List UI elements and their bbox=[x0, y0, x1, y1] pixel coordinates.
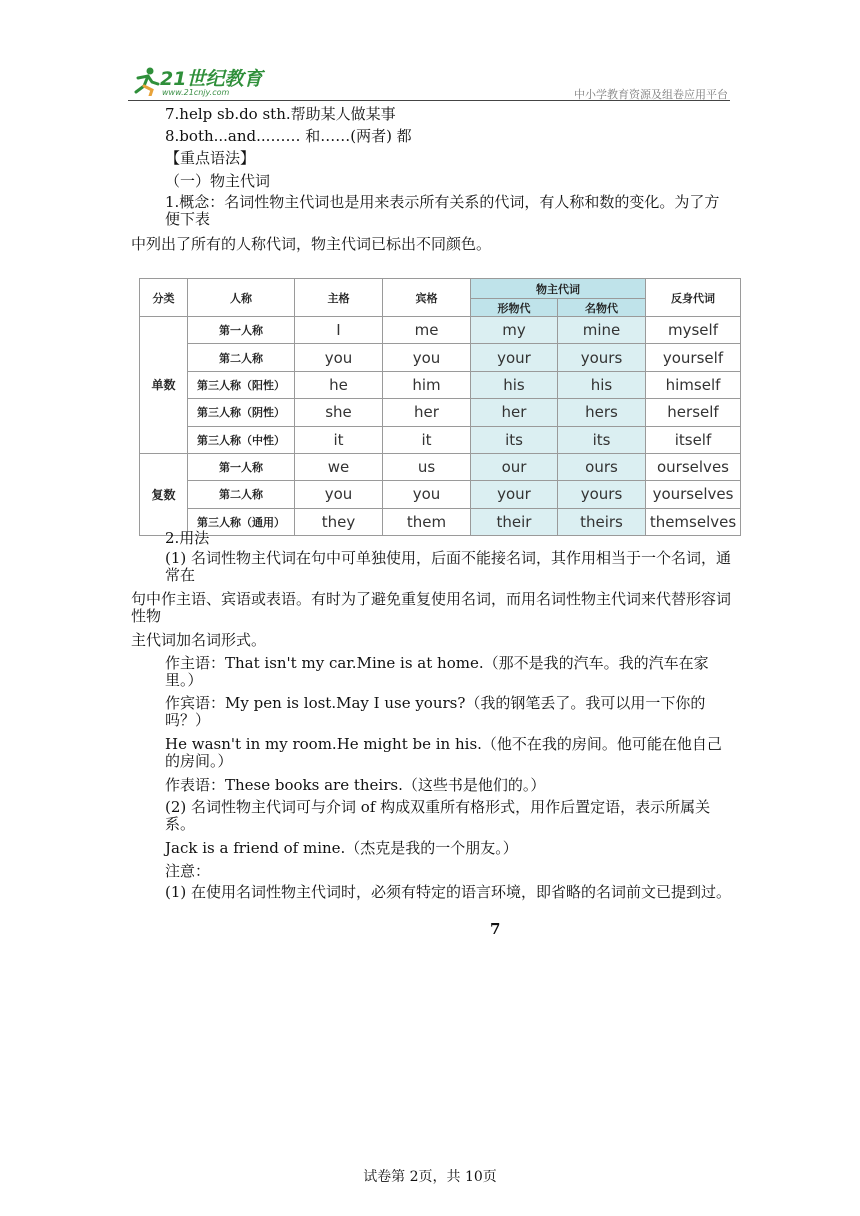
section-heading: 【重点语法】 bbox=[165, 149, 256, 167]
subsection-heading: 2.用法 bbox=[165, 529, 210, 547]
header-possessive: 物主代词 bbox=[471, 279, 646, 299]
object-cell: us bbox=[383, 453, 471, 480]
paragraph: (2) 名词性物主代词可与介词 of 构成双重所有格形式，用作后置定语，表示所属关系。 bbox=[165, 798, 711, 833]
person-cell: 第二人称 bbox=[188, 481, 295, 508]
table-row bbox=[140, 453, 741, 480]
noun-cell: mine bbox=[558, 317, 646, 344]
singular-label: 单数 bbox=[140, 317, 188, 454]
example-line: 作表语：These books are theirs.（这些书是他们的。） bbox=[165, 776, 546, 794]
note-heading: 注意： bbox=[165, 862, 211, 880]
table-row bbox=[140, 508, 741, 535]
table-row bbox=[140, 481, 741, 508]
subject-cell: you bbox=[295, 344, 383, 371]
adjective-cell: their bbox=[471, 508, 558, 535]
noun-cell: hers bbox=[558, 399, 646, 426]
text-line: 7.help sb.do sth.帮助某人做某事 bbox=[165, 105, 396, 123]
paragraph: 句中作主语、宾语或表语。有时为了避免重复使用名词，而用名词性物主代词来代替形容词性物 bbox=[131, 590, 732, 625]
reflexive-cell: themselves bbox=[646, 508, 741, 535]
noun-cell: his bbox=[558, 371, 646, 398]
noun-cell: yours bbox=[558, 481, 646, 508]
text-line: 中列出了所有的人称代词，物主代词已标出不同颜色。 bbox=[131, 235, 492, 253]
platform-name: 中小学教育资源及组卷应用平台 bbox=[574, 88, 728, 101]
table-row bbox=[140, 344, 741, 371]
reflexive-cell: myself bbox=[646, 317, 741, 344]
object-cell: her bbox=[383, 399, 471, 426]
object-cell: it bbox=[383, 426, 471, 453]
noun-cell: yours bbox=[558, 344, 646, 371]
paragraph: (1) 在使用名词性物主代词时，必须有特定的语言环境，即省略的名词前文已提到过。 bbox=[165, 883, 732, 901]
header-subject: 主格 bbox=[295, 279, 383, 317]
reflexive-cell: yourself bbox=[646, 344, 741, 371]
person-cell: 第一人称 bbox=[188, 317, 295, 344]
adjective-cell: her bbox=[471, 399, 558, 426]
table-row bbox=[140, 317, 741, 344]
adjective-cell: your bbox=[471, 344, 558, 371]
subject-cell: you bbox=[295, 481, 383, 508]
table-row bbox=[140, 399, 741, 426]
person-cell: 第二人称 bbox=[188, 344, 295, 371]
subject-cell: we bbox=[295, 453, 383, 480]
person-cell: 第三人称（阳性） bbox=[188, 371, 295, 398]
text-line: 8.both...and...…… 和……(两者) 都 bbox=[165, 127, 412, 145]
example-line: 作主语：That isn't my car.Mine is at home.（那不是我的汽车。我的汽车在家里。） bbox=[165, 654, 709, 689]
subject-cell: I bbox=[295, 317, 383, 344]
adjective-cell: our bbox=[471, 453, 558, 480]
noun-cell: theirs bbox=[558, 508, 646, 535]
object-cell: him bbox=[383, 371, 471, 398]
example-line: He wasn't in my room.He might be in his.（他不在我的房间。他可能在他自己的房间。） bbox=[165, 735, 722, 770]
reflexive-cell: yourselves bbox=[646, 481, 741, 508]
reflexive-cell: ourselves bbox=[646, 453, 741, 480]
paragraph: 1.概念：名词性物主代词也是用来表示所有关系的代词，有人称和数的变化。为了方便下表 bbox=[165, 193, 720, 228]
person-cell: 第三人称（阴性） bbox=[188, 399, 295, 426]
table-row bbox=[140, 371, 741, 398]
adjective-cell: your bbox=[471, 481, 558, 508]
page-header bbox=[128, 62, 730, 102]
noun-cell: ours bbox=[558, 453, 646, 480]
person-cell: 第三人称（通用） bbox=[188, 508, 295, 535]
adjective-cell: my bbox=[471, 317, 558, 344]
runner-logo-icon bbox=[130, 66, 160, 96]
header-reflexive: 反身代词 bbox=[646, 279, 741, 317]
noun-cell: its bbox=[558, 426, 646, 453]
header-category: 分类 bbox=[140, 279, 188, 317]
subject-cell: they bbox=[295, 508, 383, 535]
reflexive-cell: himself bbox=[646, 371, 741, 398]
logo-brand: 21世纪教育 bbox=[160, 68, 263, 90]
example-line: Jack is a friend of mine.（杰克是我的一个朋友。） bbox=[165, 839, 518, 857]
person-cell: 第三人称（中性） bbox=[188, 426, 295, 453]
header-object: 宾格 bbox=[383, 279, 471, 317]
page-number: 7 bbox=[490, 920, 501, 938]
subsection-heading: （一）物主代词 bbox=[165, 172, 271, 190]
subject-cell: it bbox=[295, 426, 383, 453]
table-row bbox=[140, 426, 741, 453]
paragraph: (1) 名词性物主代词在句中可单独使用，后面不能接名词，其作用相当于一个名词，通常在 bbox=[165, 549, 732, 584]
subject-cell: she bbox=[295, 399, 383, 426]
adjective-cell: his bbox=[471, 371, 558, 398]
pronoun-table bbox=[139, 278, 740, 536]
plural-label: 复数 bbox=[140, 453, 188, 535]
header-adjective: 形物代 bbox=[471, 299, 558, 317]
reflexive-cell: herself bbox=[646, 399, 741, 426]
object-cell: them bbox=[383, 508, 471, 535]
logo bbox=[128, 62, 288, 100]
person-cell: 第一人称 bbox=[188, 453, 295, 480]
object-cell: you bbox=[383, 344, 471, 371]
object-cell: you bbox=[383, 481, 471, 508]
header-person: 人称 bbox=[188, 279, 295, 317]
reflexive-cell: itself bbox=[646, 426, 741, 453]
adjective-cell: its bbox=[471, 426, 558, 453]
page-footer: 试卷第 2页，共 10页 bbox=[363, 1169, 497, 1185]
text-line: 主代词加名词形式。 bbox=[131, 631, 267, 649]
header-divider bbox=[128, 100, 730, 101]
object-cell: me bbox=[383, 317, 471, 344]
subject-cell: he bbox=[295, 371, 383, 398]
example-line: 作宾语：My pen is lost.May I use yours?（我的钢笔丢了。我可以用一下你的吗？） bbox=[165, 694, 706, 729]
header-noun: 名物代 bbox=[558, 299, 646, 317]
logo-url: www.21cnjy.com bbox=[162, 88, 230, 97]
